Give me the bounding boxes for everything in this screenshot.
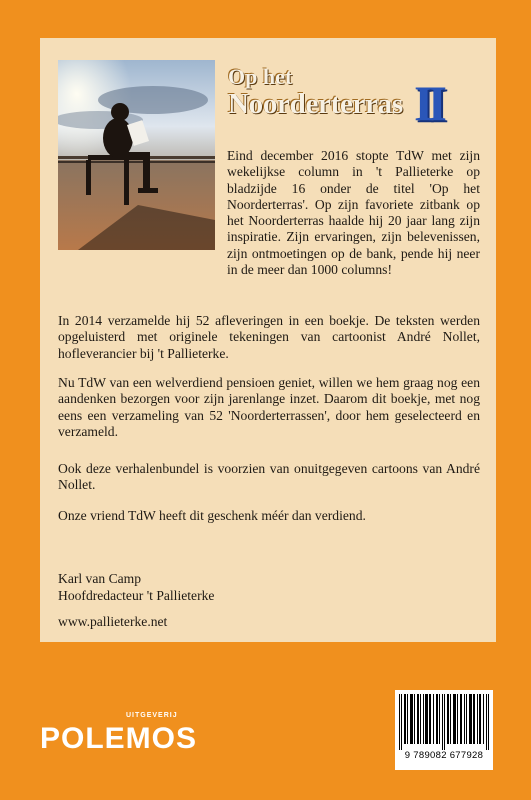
website-link[interactable]: www.pallieterke.net xyxy=(58,614,168,629)
signature-role: Hoofdredacteur 't Pallieterke xyxy=(58,588,215,603)
body-paragraph-1: In 2014 verzamelde hij 52 afleveringen in een boekje. De teksten werden opgeluisterd met originele tekeningen van cartoonist André Nollet, hofleverancier bij 't Pallieterke. xyxy=(58,313,480,361)
body-paragraph-3: Ook deze verhalenbundel is voorzien van onuitgegeven cartoons van André Nollet. xyxy=(58,461,480,493)
back-cover-panel xyxy=(40,38,496,642)
body-paragraph-4: Onze vriend TdW heeft dit geschenk méér dan verdiend. xyxy=(58,508,366,523)
intro-paragraph: Eind december 2016 stopte TdW met zijn wekelijkse column in 't Pallieterke op bladzijde 16 onder de titel 'Op het Noorderterras'. Op zijn favoriete zitbank op het Noorderterras haalde hij 20 jaar lang zijn inspiratie. Zijn ervaringen, zijn belevenissen, zijn ontmoetingen op de bank, pende hij neer in de meer dan 1000 columns! xyxy=(227,148,480,278)
title-line-1: Op het xyxy=(228,64,293,89)
barcode-number: 9 789082 677928 xyxy=(404,750,484,761)
publisher-name: POLEMOS xyxy=(40,722,198,755)
title-line-2: Noorderterras xyxy=(228,88,403,120)
isbn-barcode xyxy=(395,690,493,770)
signature-name: Karl van Camp xyxy=(58,571,142,586)
barcode-bars xyxy=(399,694,489,750)
publisher-logo xyxy=(40,710,240,770)
cover-photo-man-on-bench xyxy=(58,60,215,250)
publisher-label: UITGEVERIJ xyxy=(126,712,178,719)
body-paragraph-2: Nu TdW van een welverdiend pensioen geniet, willen we hem graag nog een aandenken bezorgen voor zijn jarenlange inzet. Daarom dit boekje, met nog eens een verzameling van 52 'Noorderterrassen', door hem geselecteerd en verzameld. xyxy=(58,375,480,439)
book-title xyxy=(228,64,478,142)
title-volume-numeral: II xyxy=(414,75,441,131)
